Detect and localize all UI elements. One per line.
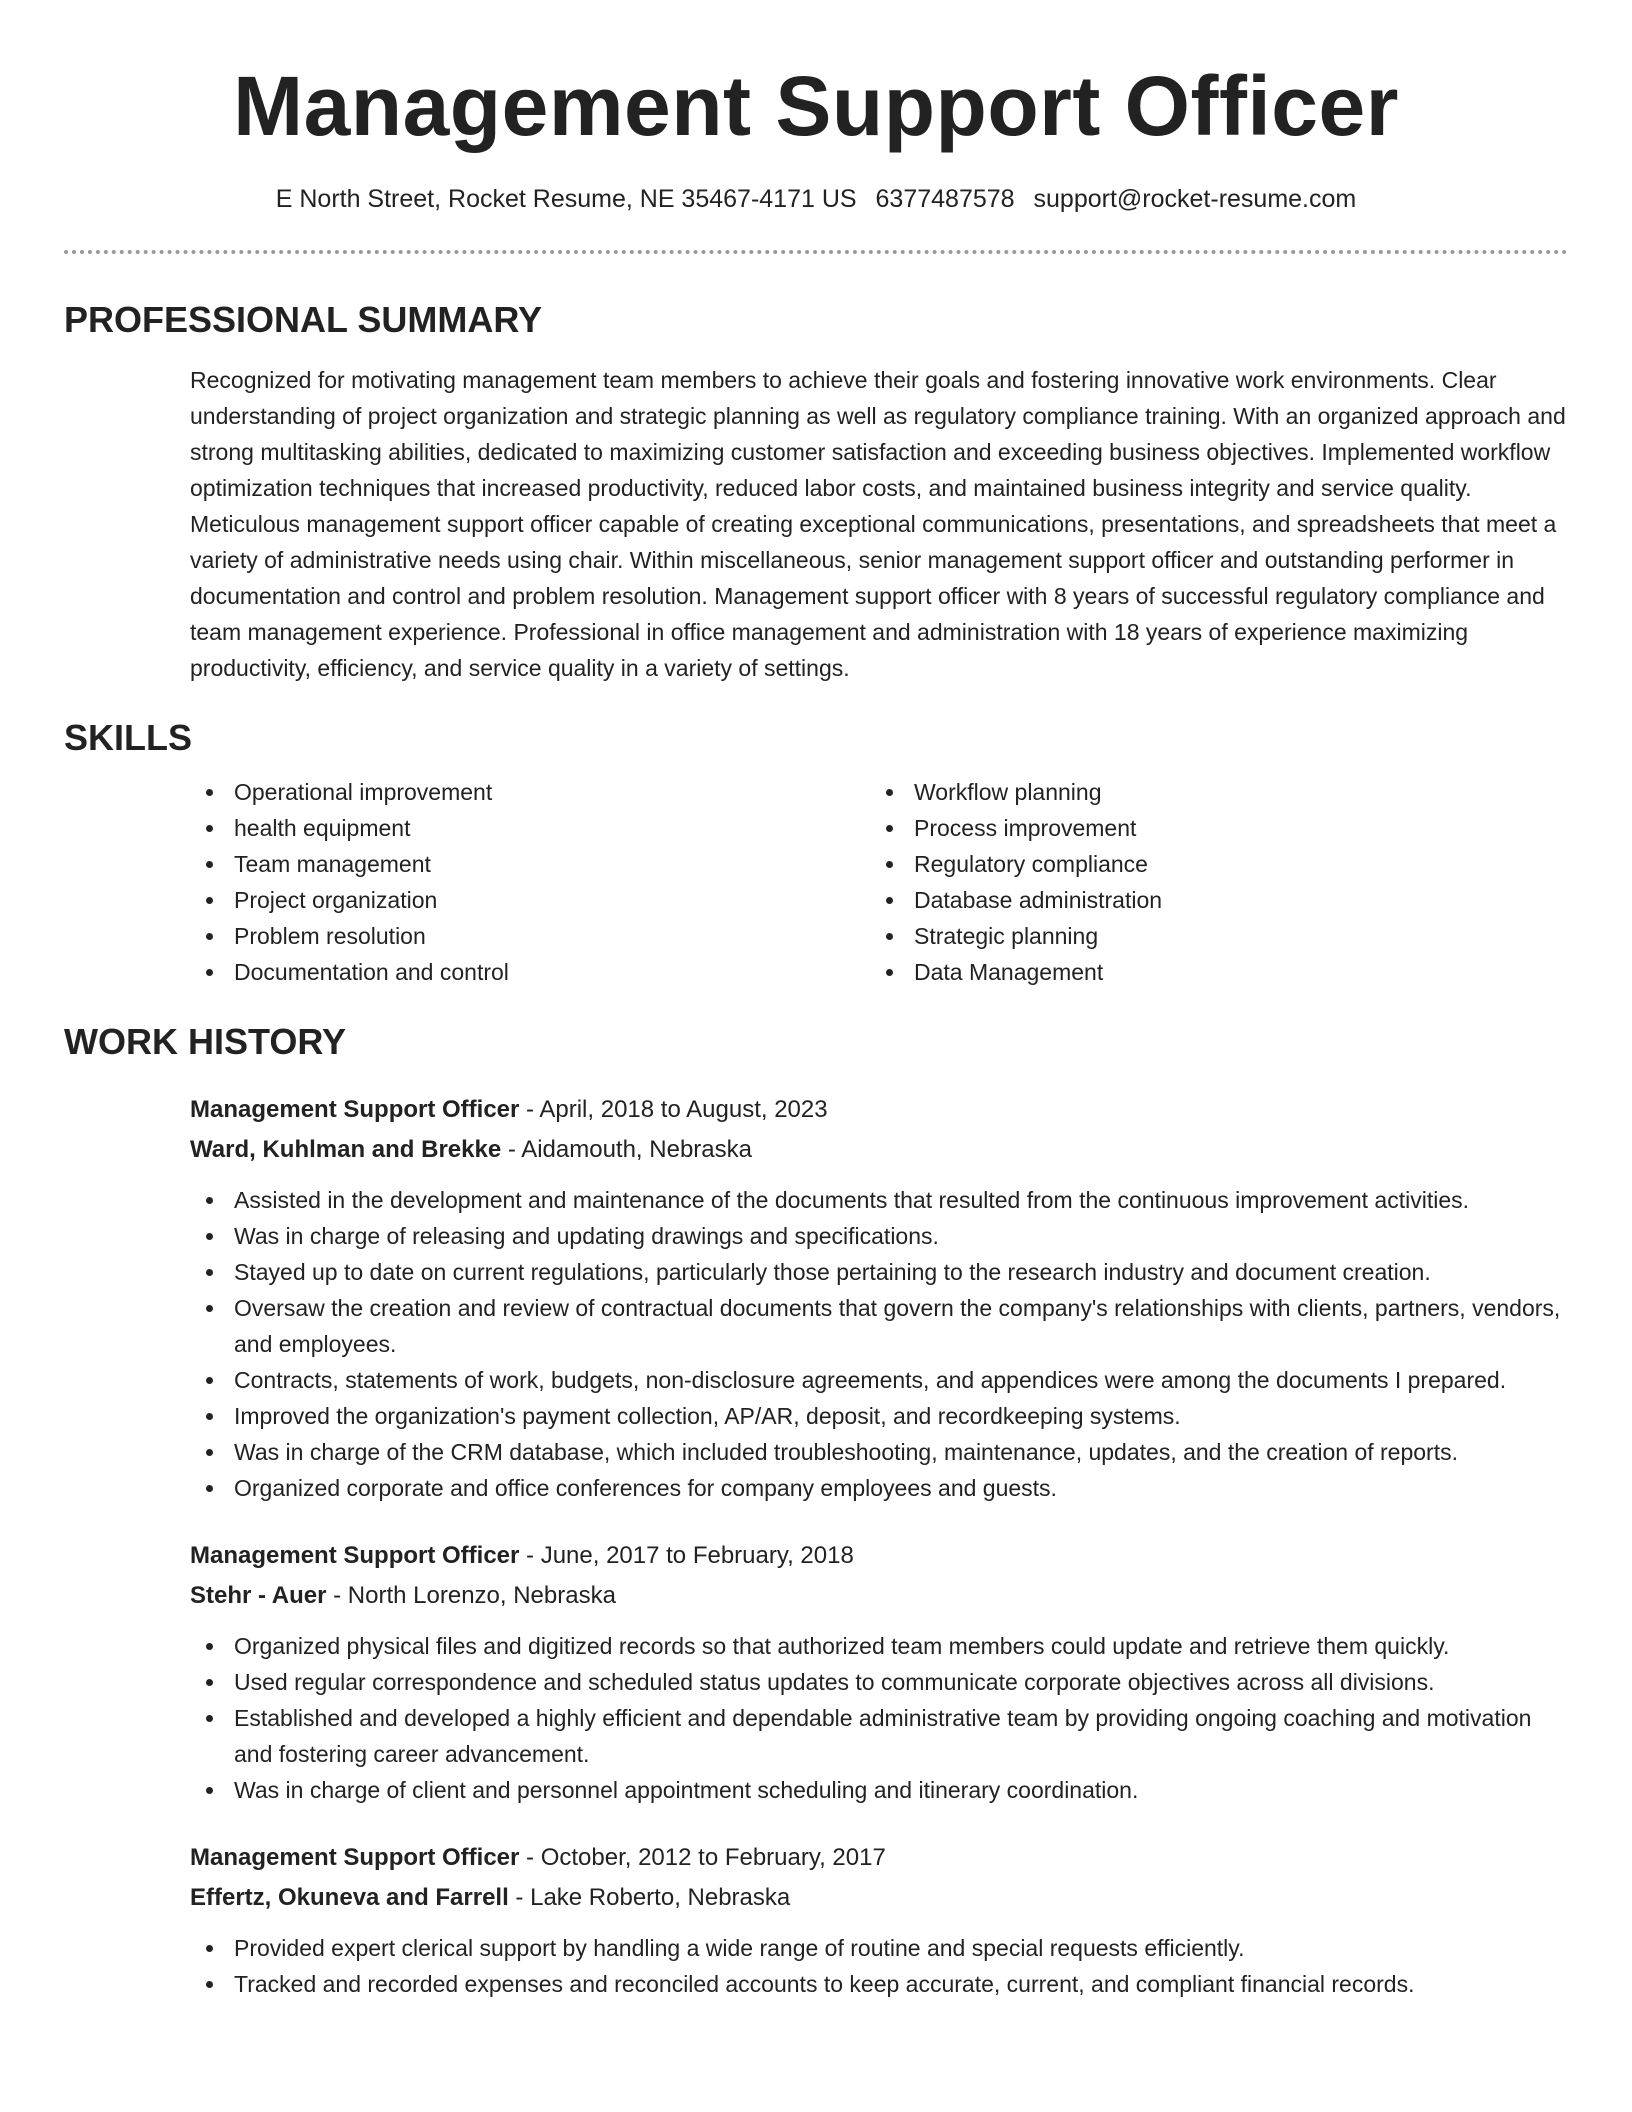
contact-line xyxy=(64,182,1568,216)
skill-item: Project organization xyxy=(190,882,870,918)
duty-item: Oversaw the creation and review of contractual documents that govern the company's relationships with clients, partners, vendors, and employees. xyxy=(190,1290,1568,1362)
job-entry xyxy=(190,1838,1568,2002)
job-title-line xyxy=(190,1838,1568,1878)
skills-heading: SKILLS xyxy=(64,717,193,758)
duty-item: Organized physical files and digitized records so that authorized team members could update and retrieve them quickly. xyxy=(190,1628,1568,1664)
job-company: Ward, Kuhlman and Brekke xyxy=(190,1136,502,1163)
duty-item: Was in charge of client and personnel appointment scheduling and itinerary coordination. xyxy=(190,1772,1568,1808)
skill-item: Team management xyxy=(190,846,870,882)
duty-item: Was in charge of releasing and updating drawings and specifications. xyxy=(190,1218,1568,1254)
duty-item: Stayed up to date on current regulations, particularly those pertaining to the research industry and document creation. xyxy=(190,1254,1568,1290)
job-title: Management Support Officer xyxy=(190,1844,520,1871)
job-entry xyxy=(190,1536,1568,1808)
job-company: Stehr - Auer xyxy=(190,1582,327,1609)
job-title: Management Support Officer xyxy=(190,1096,520,1123)
skill-item: health equipment xyxy=(190,810,870,846)
job-entry xyxy=(190,1090,1568,1506)
job-location: - Lake Roberto, Nebraska xyxy=(508,1884,791,1911)
skill-item: Database administration xyxy=(870,882,1550,918)
skill-item: Data Management xyxy=(870,954,1550,990)
duty-item: Organized corporate and office conferences for company employees and guests. xyxy=(190,1470,1568,1506)
skill-item: Problem resolution xyxy=(190,918,870,954)
contact-email: support@rocket-resume.com xyxy=(1033,185,1357,213)
contact-phone: 6377487578 xyxy=(875,185,1015,213)
duty-item: Was in charge of the CRM database, which included troubleshooting, maintenance, updates, and the creation of reports. xyxy=(190,1434,1568,1470)
job-company-line xyxy=(190,1130,1568,1170)
skills-list xyxy=(190,774,1568,990)
summary-heading: PROFESSIONAL SUMMARY xyxy=(64,299,543,340)
contact-address: E North Street, Rocket Resume, NE 35467-4171 US xyxy=(275,185,857,213)
summary-text: Recognized for motivating management team members to achieve their goals and fostering innovative work environments. Clear understanding of project organization and strategic planning as well as regulatory compliance training. With an organized approach and strong multitasking abilities, dedicated to maximizing customer satisfaction and exceeding business objectives. Implemented workflow optimization techniques that increased productivity, reduced labor costs, and maintained business integrity and service quality. Meticulous management support officer capable of creating exceptional communications, presentations, and spreadsheets that meet a variety of administrative needs using chair. Within miscellaneous, senior management support officer and outstanding performer in documentation and control and problem resolution. Management support officer with 8 years of successful regulatory compliance and team management experience. Professional in office management and administration with 18 years of experience maximizing productivity, efficiency, and service quality in a variety of settings. xyxy=(190,367,1566,681)
job-dates: - April, 2018 to August, 2023 xyxy=(519,1096,828,1123)
skill-item: Operational improvement xyxy=(190,774,870,810)
job-company-line xyxy=(190,1878,1568,1918)
job-duties xyxy=(190,1930,1568,2002)
skill-item: Workflow planning xyxy=(870,774,1550,810)
skill-item: Documentation and control xyxy=(190,954,870,990)
job-title-line xyxy=(190,1536,1568,1576)
duty-item: Tracked and recorded expenses and reconciled accounts to keep accurate, current, and compliant financial records. xyxy=(190,1966,1568,2002)
job-duties xyxy=(190,1628,1568,1808)
job-dates: - October, 2012 to February, 2017 xyxy=(519,1844,886,1871)
job-company-line xyxy=(190,1576,1568,1616)
duty-item: Established and developed a highly efficient and dependable administrative team by providing ongoing coaching and motivation and fostering career advancement. xyxy=(190,1700,1568,1772)
skill-item: Process improvement xyxy=(870,810,1550,846)
resume-name: Management Support Officer xyxy=(233,59,1399,153)
skills-column-left xyxy=(190,774,870,990)
duty-item: Contracts, statements of work, budgets, non-disclosure agreements, and appendices were among the documents I prepared. xyxy=(190,1362,1568,1398)
job-location: - North Lorenzo, Nebraska xyxy=(326,1582,616,1609)
work-history-heading: WORK HISTORY xyxy=(64,1021,347,1062)
duty-item: Provided expert clerical support by handling a wide range of routine and special requests efficiently. xyxy=(190,1930,1568,1966)
duty-item: Improved the organization's payment collection, AP/AR, deposit, and recordkeeping systems. xyxy=(190,1398,1568,1434)
duty-item: Used regular correspondence and scheduled status updates to communicate corporate objectives across all divisions. xyxy=(190,1664,1568,1700)
duty-item: Assisted in the development and maintenance of the documents that resulted from the continuous improvement activities. xyxy=(190,1182,1568,1218)
job-title-line xyxy=(190,1090,1568,1130)
skill-item: Strategic planning xyxy=(870,918,1550,954)
job-dates: - June, 2017 to February, 2018 xyxy=(519,1542,854,1569)
job-company: Effertz, Okuneva and Farrell xyxy=(190,1884,509,1911)
skill-item: Regulatory compliance xyxy=(870,846,1550,882)
header-divider xyxy=(64,250,1568,254)
skills-column-right xyxy=(870,774,1550,990)
job-title: Management Support Officer xyxy=(190,1542,520,1569)
job-location: - Aidamouth, Nebraska xyxy=(501,1136,752,1163)
job-duties xyxy=(190,1182,1568,1506)
